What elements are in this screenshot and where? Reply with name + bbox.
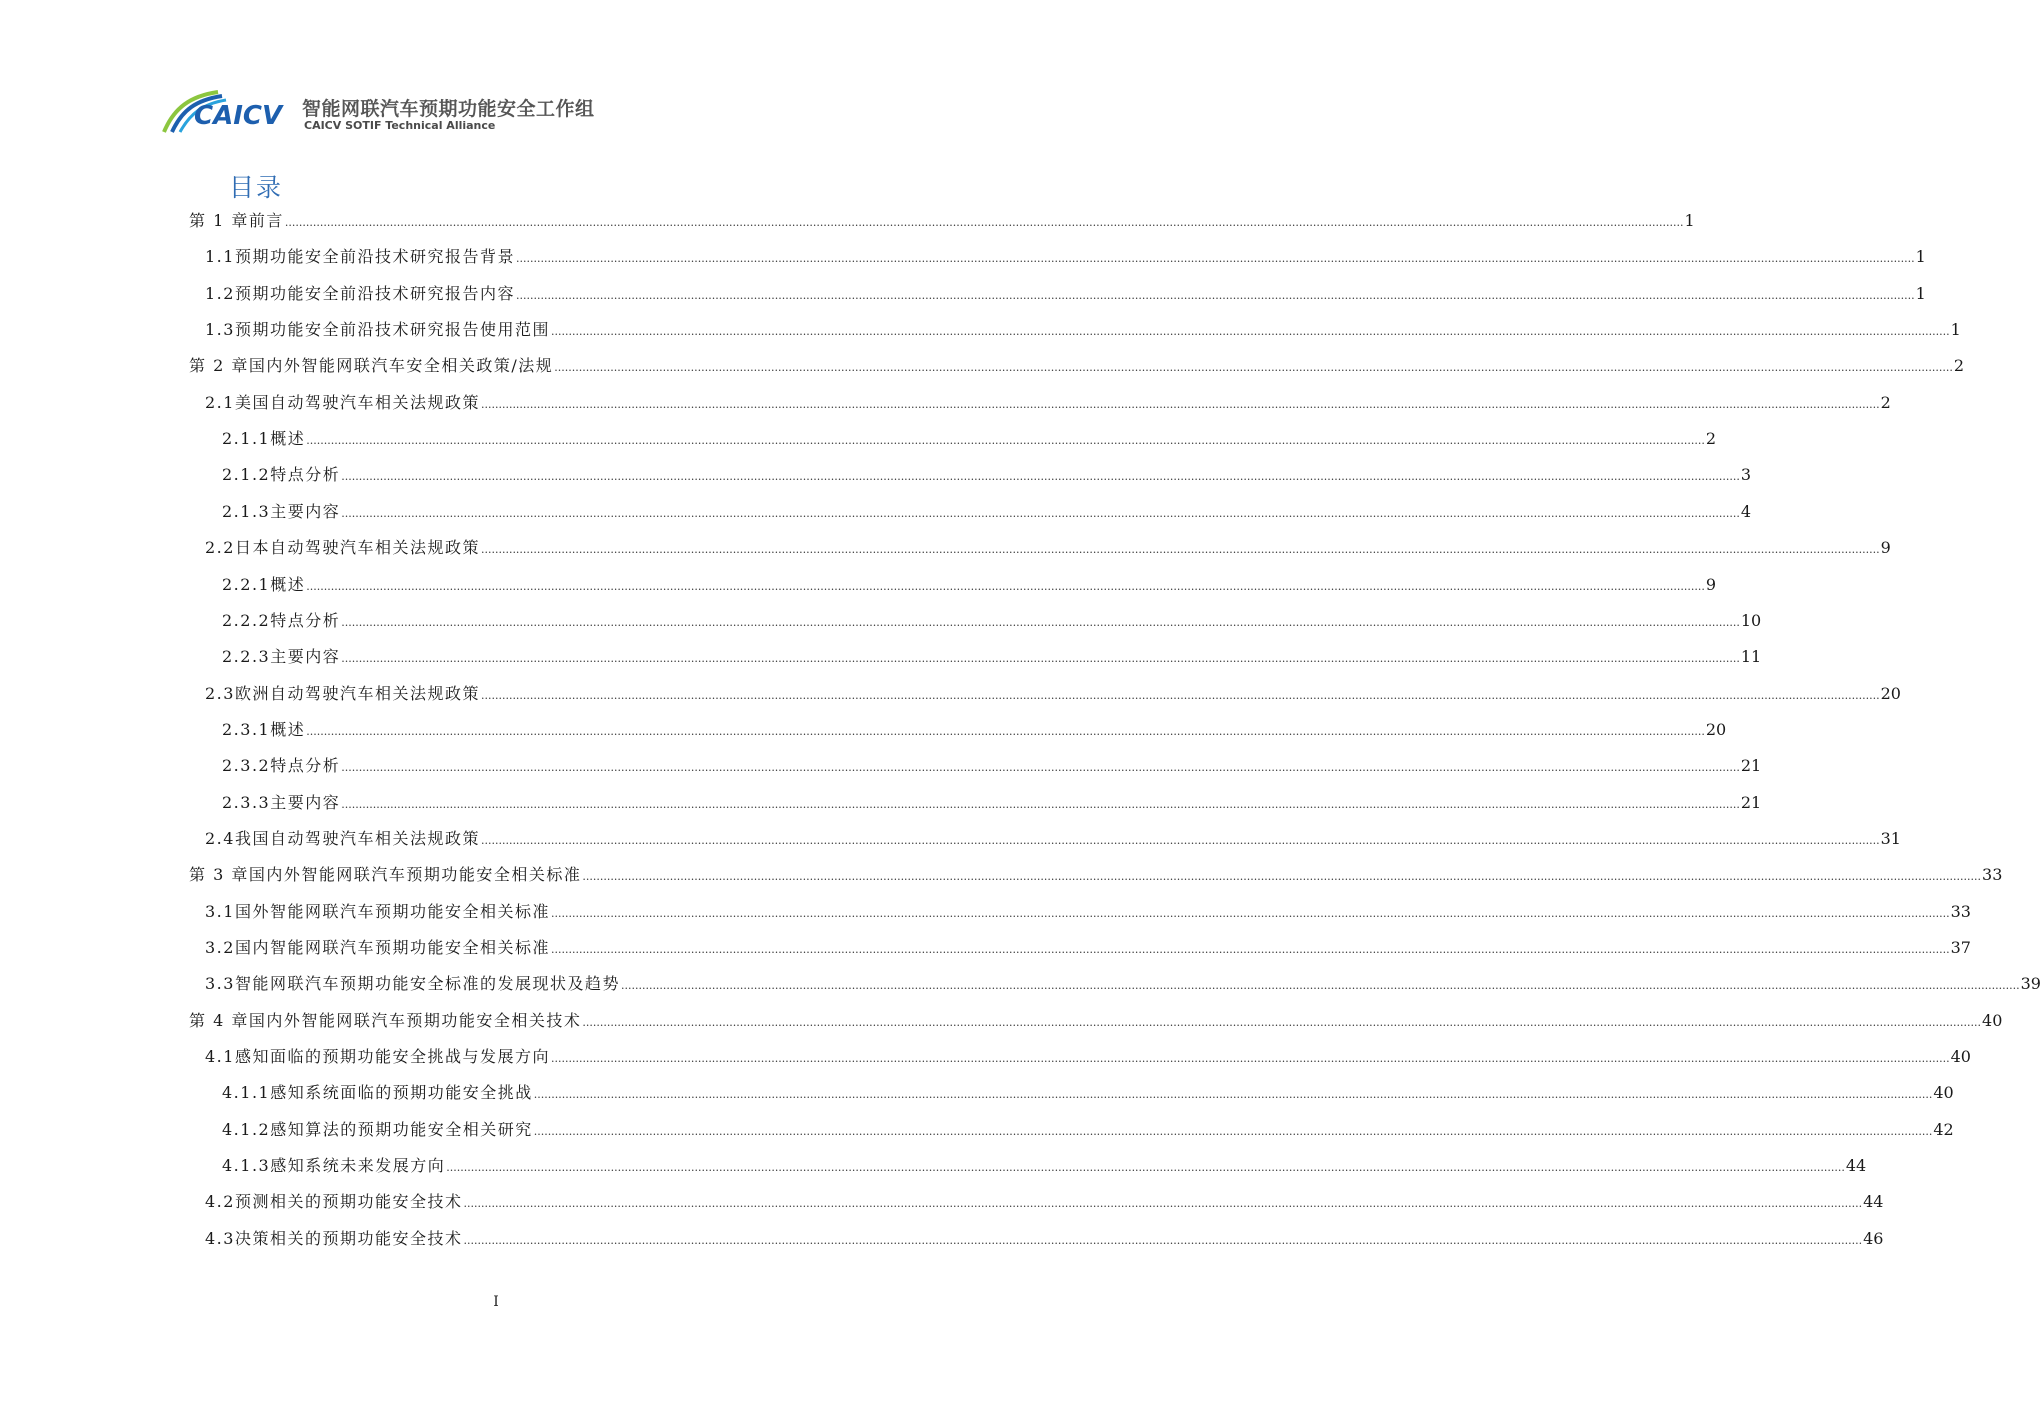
- toc-entry-number: 2.1.3: [222, 501, 271, 521]
- toc-entry-number: 第 2 章: [189, 356, 249, 376]
- toc-entry-number: 2.1.2: [222, 465, 271, 485]
- toc-entry-page: 40: [1933, 1083, 1954, 1103]
- toc-entry-number: 2.2.1: [222, 574, 271, 594]
- toc-entry-title: 欧洲自动驾驶汽车相关法规政策: [234, 683, 480, 703]
- toc-leader-dots: ................................................................................................................................................................................................................................................................................................................................................................................................................: [341, 470, 1740, 484]
- toc-entry[interactable]: [222, 791, 1762, 815]
- toc-leader-dots: ................................................................................................................................................................................................................................................................................................................................................................................................................: [550, 325, 1950, 339]
- toc-entry-title: 感知面临的预期功能安全挑战与发展方向: [234, 1047, 550, 1067]
- toc-entry-title: 我国自动驾驶汽车相关法规政策: [234, 828, 480, 848]
- toc-entry-page: 46: [1863, 1228, 1884, 1248]
- toc-leader-dots: ................................................................................................................................................................................................................................................................................................................................................................................................................: [341, 761, 1740, 775]
- toc-entry-title: 特点分析: [270, 756, 341, 776]
- toc-entry-title: 预期功能安全前沿技术研究报告内容: [234, 283, 515, 303]
- toc-entry[interactable]: [222, 1118, 1954, 1142]
- toc-leader-dots: ................................................................................................................................................................................................................................................................................................................................................................................................................: [341, 652, 1740, 666]
- toc-leader-dots: ................................................................................................................................................................................................................................................................................................................................................................................................................: [554, 361, 1953, 375]
- toc-entry[interactable]: [222, 1154, 1867, 1178]
- toc-entry-number: 第 1 章: [189, 211, 249, 230]
- toc-entry-title: 概述: [270, 719, 306, 739]
- toc-leader-dots: ................................................................................................................................................................................................................................................................................................................................................................................................................: [550, 906, 1950, 920]
- toc-entry[interactable]: [222, 754, 1762, 778]
- toc-entry-title: 国内外智能网联汽车预期功能安全相关标准: [248, 865, 582, 885]
- toc-entry-page: 20: [1880, 683, 1901, 703]
- toc-entry-number: 3.3: [205, 974, 235, 994]
- toc-leader-dots: ................................................................................................................................................................................................................................................................................................................................................................................................................: [480, 688, 1880, 702]
- toc-entry-title: 感知系统面临的预期功能安全挑战: [270, 1083, 533, 1103]
- header: [160, 88, 620, 138]
- page-number: I: [493, 1294, 499, 1310]
- toc-leader-dots: ................................................................................................................................................................................................................................................................................................................................................................................................................: [533, 1124, 1933, 1138]
- org-name-cn: 智能网联汽车预期功能安全工作组: [302, 98, 595, 120]
- toc-leader-dots: ................................................................................................................................................................................................................................................................................................................................................................................................................: [480, 543, 1880, 557]
- toc-entry-number: 4.3: [205, 1228, 235, 1248]
- toc-entry-number: 4.1.3: [222, 1156, 271, 1176]
- toc-entry-number: 2.3.2: [222, 756, 271, 776]
- toc-entry[interactable]: [205, 318, 1961, 342]
- toc-entry[interactable]: [189, 354, 1965, 378]
- toc-entry-number: 2.3: [205, 683, 235, 703]
- toc-leader-dots: ................................................................................................................................................................................................................................................................................................................................................................................................................: [341, 615, 1740, 629]
- toc-entry[interactable]: [222, 718, 1727, 742]
- toc-entry[interactable]: [189, 209, 1695, 233]
- toc-leader-dots: ................................................................................................................................................................................................................................................................................................................................................................................................................: [341, 506, 1740, 520]
- toc-entry-page: 11: [1740, 647, 1762, 667]
- toc-entry[interactable]: [189, 1009, 2003, 1033]
- toc-leader-dots: ................................................................................................................................................................................................................................................................................................................................................................................................................: [550, 1052, 1950, 1066]
- toc-entry-title: 决策相关的预期功能安全技术: [234, 1228, 463, 1248]
- toc-leader-dots: ................................................................................................................................................................................................................................................................................................................................................................................................................: [341, 797, 1740, 811]
- toc-entry-number: 3.2: [205, 938, 235, 957]
- toc-entry[interactable]: [222, 609, 1762, 633]
- toc-entry-title: 前言: [248, 211, 284, 230]
- toc-entry-page: 39: [2020, 974, 2041, 994]
- toc-entry-page: 31: [1880, 828, 1901, 848]
- toc-entry-page: 1: [1915, 247, 1926, 267]
- toc-entry-page: 1: [1950, 320, 1961, 340]
- toc-entry[interactable]: [222, 463, 1752, 487]
- toc-entry-title: 主要内容: [270, 501, 341, 521]
- toc-entry-page: 2: [1880, 392, 1891, 412]
- toc-entry-page: 1: [1684, 211, 1695, 230]
- toc-entry[interactable]: [205, 972, 2041, 996]
- toc-entry-page: 40: [1982, 1010, 2003, 1030]
- toc-entry-page: 44: [1845, 1156, 1867, 1176]
- toc-entry[interactable]: [205, 1045, 1971, 1069]
- toc-entry-page: 1: [1915, 283, 1926, 303]
- toc-entry-number: 2.2.3: [222, 647, 271, 667]
- toc-entry-number: 1.1: [205, 247, 235, 267]
- logo-text: CAICV: [194, 101, 283, 131]
- toc-entry-page: 44: [1863, 1192, 1884, 1212]
- toc-entry[interactable]: [189, 863, 2003, 887]
- toc-entry-page: 42: [1933, 1119, 1954, 1139]
- toc-entry-title: 主要内容: [270, 792, 341, 812]
- toc-leader-dots: ................................................................................................................................................................................................................................................................................................................................................................................................................: [446, 1161, 1845, 1175]
- toc-entry-number: 2.2: [205, 538, 235, 558]
- toc-leader-dots: ................................................................................................................................................................................................................................................................................................................................................................................................................: [306, 434, 1705, 448]
- toc-entry[interactable]: [205, 1227, 1884, 1251]
- toc-entry-title: 预期功能安全前沿技术研究报告使用范围: [234, 320, 550, 340]
- toc-entry-number: 第 3 章: [189, 865, 249, 885]
- toc-entry-number: 4.1: [205, 1047, 235, 1067]
- toc-entry-number: 2.4: [205, 828, 235, 848]
- toc-leader-dots: ................................................................................................................................................................................................................................................................................................................................................................................................................: [550, 943, 1950, 956]
- toc-entry[interactable]: [205, 936, 1971, 960]
- toc-entry-page: 37: [1950, 938, 1971, 957]
- toc-entry-number: 2.3.1: [222, 719, 271, 739]
- toc-entry[interactable]: [205, 1190, 1884, 1214]
- toc-entry-title: 特点分析: [270, 610, 341, 630]
- toc-leader-dots: ................................................................................................................................................................................................................................................................................................................................................................................................................: [306, 724, 1705, 738]
- toc-leader-dots: ................................................................................................................................................................................................................................................................................................................................................................................................................: [463, 1233, 1863, 1247]
- toc-entry-title: 概述: [270, 574, 306, 594]
- toc-entry[interactable]: [222, 427, 1717, 451]
- toc-leader-dots: ................................................................................................................................................................................................................................................................................................................................................................................................................: [533, 1088, 1933, 1102]
- toc-entry[interactable]: [222, 645, 1762, 669]
- toc-entry-number: 4.1.2: [222, 1119, 271, 1139]
- toc-entry-number: 2.1: [205, 392, 235, 412]
- toc-leader-dots: ................................................................................................................................................................................................................................................................................................................................................................................................................: [463, 1197, 1863, 1211]
- toc-entry-page: 4: [1740, 501, 1752, 521]
- toc-entry-number: 2.3.3: [222, 792, 271, 812]
- toc-entry-title: 概述: [270, 429, 306, 449]
- toc-leader-dots: ................................................................................................................................................................................................................................................................................................................................................................................................................: [306, 579, 1705, 593]
- toc-entry-number: 2.2.2: [222, 610, 271, 630]
- toc-entry-page: 9: [1705, 574, 1717, 594]
- toc-entry[interactable]: [205, 682, 1901, 706]
- toc-entry-title: 预测相关的预期功能安全技术: [234, 1192, 463, 1212]
- toc-entry-title: 特点分析: [270, 465, 341, 485]
- toc-entry[interactable]: [205, 900, 1971, 924]
- toc-entry-page: 20: [1705, 719, 1727, 739]
- toc-entry-page: 21: [1740, 756, 1762, 776]
- toc-entry[interactable]: [222, 1081, 1954, 1105]
- toc-entry-title: 日本自动驾驶汽车相关法规政策: [234, 538, 480, 558]
- toc-entry[interactable]: [222, 573, 1717, 597]
- toc-entry-number: 2.1.1: [222, 429, 271, 449]
- toc-entry[interactable]: [205, 245, 1926, 269]
- caicv-logo: [160, 88, 300, 136]
- toc-entry-page: 2: [1953, 356, 1965, 376]
- toc-leader-dots: ................................................................................................................................................................................................................................................................................................................................................................................................................: [284, 216, 1684, 229]
- toc-entry-title: 美国自动驾驶汽车相关法规政策: [234, 392, 480, 412]
- toc-entry-page: 33: [1950, 901, 1971, 921]
- toc-title: 目录: [229, 173, 284, 202]
- toc-entry[interactable]: [205, 282, 1926, 306]
- toc-leader-dots: ................................................................................................................................................................................................................................................................................................................................................................................................................: [620, 979, 2020, 993]
- toc-leader-dots: ................................................................................................................................................................................................................................................................................................................................................................................................................: [480, 833, 1880, 847]
- toc-leader-dots: ................................................................................................................................................................................................................................................................................................................................................................................................................: [480, 397, 1880, 411]
- toc-entry-page: 33: [1982, 865, 2003, 885]
- toc-entry-page: 10: [1740, 610, 1762, 630]
- org-name-en: CAICV SOTIF Technical Alliance: [304, 119, 496, 132]
- toc-entry[interactable]: [205, 391, 1891, 415]
- toc-entry[interactable]: [205, 536, 1891, 560]
- toc-entry-title: 预期功能安全前沿技术研究报告背景: [234, 247, 515, 267]
- toc-leader-dots: ................................................................................................................................................................................................................................................................................................................................................................................................................: [582, 870, 1982, 884]
- toc-entry-title: 智能网联汽车预期功能安全标准的发展现状及趋势: [234, 974, 620, 994]
- toc-entry-number: 1.3: [205, 320, 235, 340]
- toc-entry-number: 3.1: [205, 901, 235, 921]
- toc-entry-title: 主要内容: [270, 647, 341, 667]
- toc-entry-number: 第 4 章: [189, 1010, 249, 1030]
- toc-leader-dots: ................................................................................................................................................................................................................................................................................................................................................................................................................: [515, 288, 1915, 302]
- toc-entry-title: 国内外智能网联汽车安全相关政策/法规: [248, 356, 554, 376]
- toc-entry-page: 40: [1950, 1047, 1971, 1067]
- toc-entry-title: 感知算法的预期功能安全相关研究: [270, 1119, 533, 1139]
- toc-entry-page: 3: [1740, 465, 1752, 485]
- toc-entry-number: 1.2: [205, 283, 235, 303]
- toc-entry[interactable]: [205, 827, 1901, 851]
- toc-entry-title: 国外智能网联汽车预期功能安全相关标准: [234, 901, 550, 921]
- toc-entry[interactable]: [222, 500, 1752, 524]
- toc-entry-title: 国内智能网联汽车预期功能安全相关标准: [234, 938, 550, 957]
- toc-entry-page: 2: [1705, 429, 1717, 449]
- toc-leader-dots: ................................................................................................................................................................................................................................................................................................................................................................................................................: [515, 252, 1915, 266]
- toc-entry-title: 感知系统未来发展方向: [270, 1156, 446, 1176]
- toc-entry-page: 9: [1880, 538, 1891, 558]
- toc-entry-number: 4.2: [205, 1192, 235, 1212]
- toc-entry-number: 4.1.1: [222, 1083, 271, 1103]
- toc-entry-page: 21: [1740, 792, 1762, 812]
- toc-entry-title: 国内外智能网联汽车预期功能安全相关技术: [248, 1010, 582, 1030]
- toc-leader-dots: ................................................................................................................................................................................................................................................................................................................................................................................................................: [582, 1015, 1982, 1029]
